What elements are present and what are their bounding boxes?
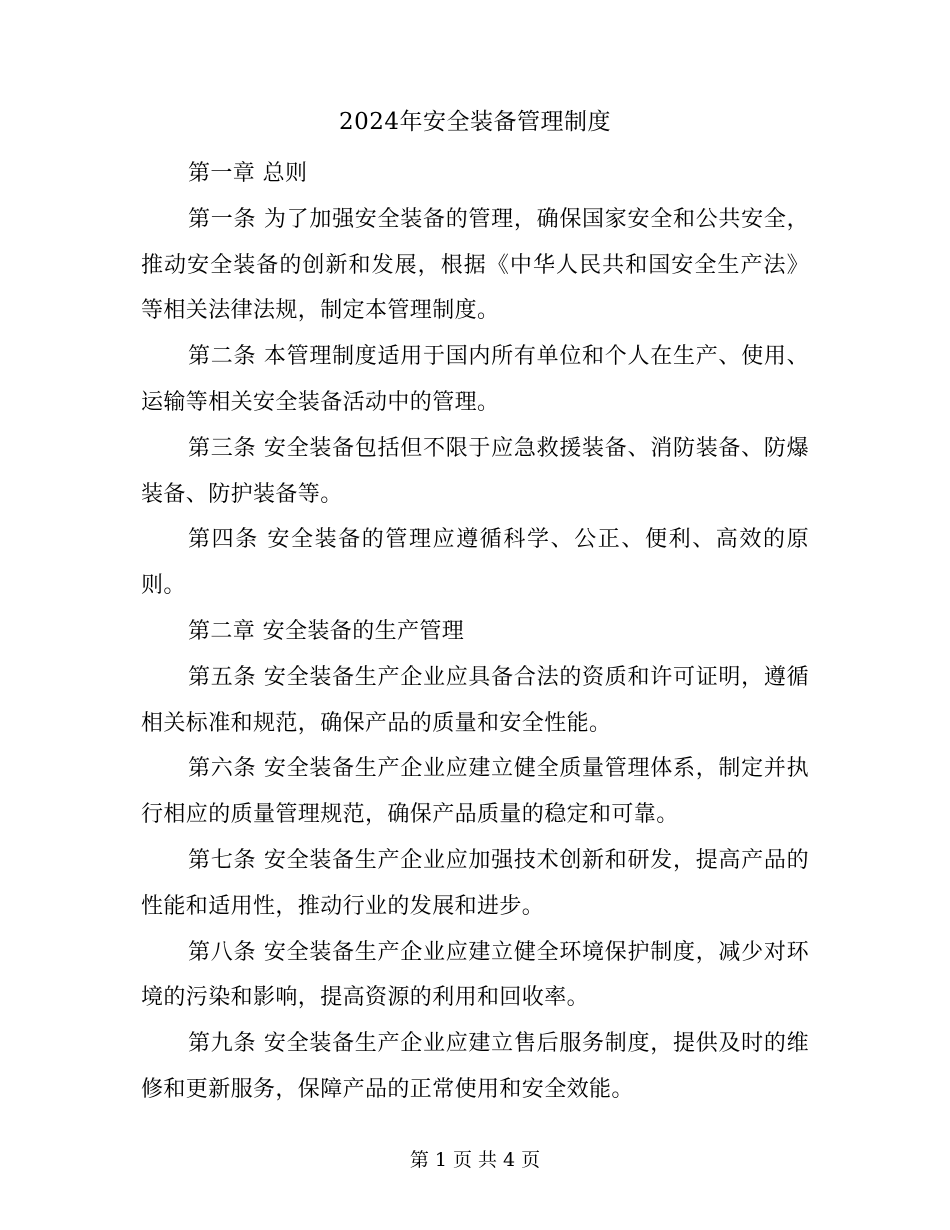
document-title: 2024年安全装备管理制度 bbox=[338, 109, 612, 135]
document-body bbox=[141, 151, 809, 1113]
chapter-heading: 第二章 安全装备的生产管理 bbox=[188, 618, 465, 644]
article-paragraph: 第四条 安全装备的管理应遵循科学、公正、便利、高效的原则。 bbox=[141, 527, 809, 599]
page-number-footer: 第 1 页 共 4 页 bbox=[409, 1149, 541, 1171]
article-paragraph: 第五条 安全装备生产企业应具备合法的资质和许可证明，遵循相关标准和规范，确保产品的质量和安全性能。 bbox=[141, 664, 809, 736]
article-paragraph: 第一条 为了加强安全装备的管理，确保国家安全和公共安全，推动安全装备的创新和发展，根据《中华人民共和国安全生产法》等相关法律法规，制定本管理制度。 bbox=[141, 206, 809, 324]
article-paragraph: 第七条 安全装备生产企业应加强技术创新和研发，提高产品的性能和适用性，推动行业的发展和进步。 bbox=[141, 847, 809, 919]
article-paragraph: 第八条 安全装备生产企业应建立健全环境保护制度，减少对环境的污染和影响，提高资源的利用和回收率。 bbox=[141, 939, 809, 1011]
article-paragraph: 第二条 本管理制度适用于国内所有单位和个人在生产、使用、运输等相关安全装备活动中的管理。 bbox=[141, 344, 809, 415]
article-paragraph: 第三条 安全装备包括但不限于应急救援装备、消防装备、防爆装备、防护装备等。 bbox=[141, 435, 809, 507]
chapter-heading: 第一章 总则 bbox=[188, 161, 308, 186]
article-paragraph: 第六条 安全装备生产企业应建立健全质量管理体系，制定并执行相应的质量管理规范，确保产品质量的稳定和可靠。 bbox=[141, 756, 809, 828]
article-paragraph: 第九条 安全装备生产企业应建立售后服务制度，提供及时的维修和更新服务，保障产品的正常使用和安全效能。 bbox=[141, 1031, 809, 1102]
